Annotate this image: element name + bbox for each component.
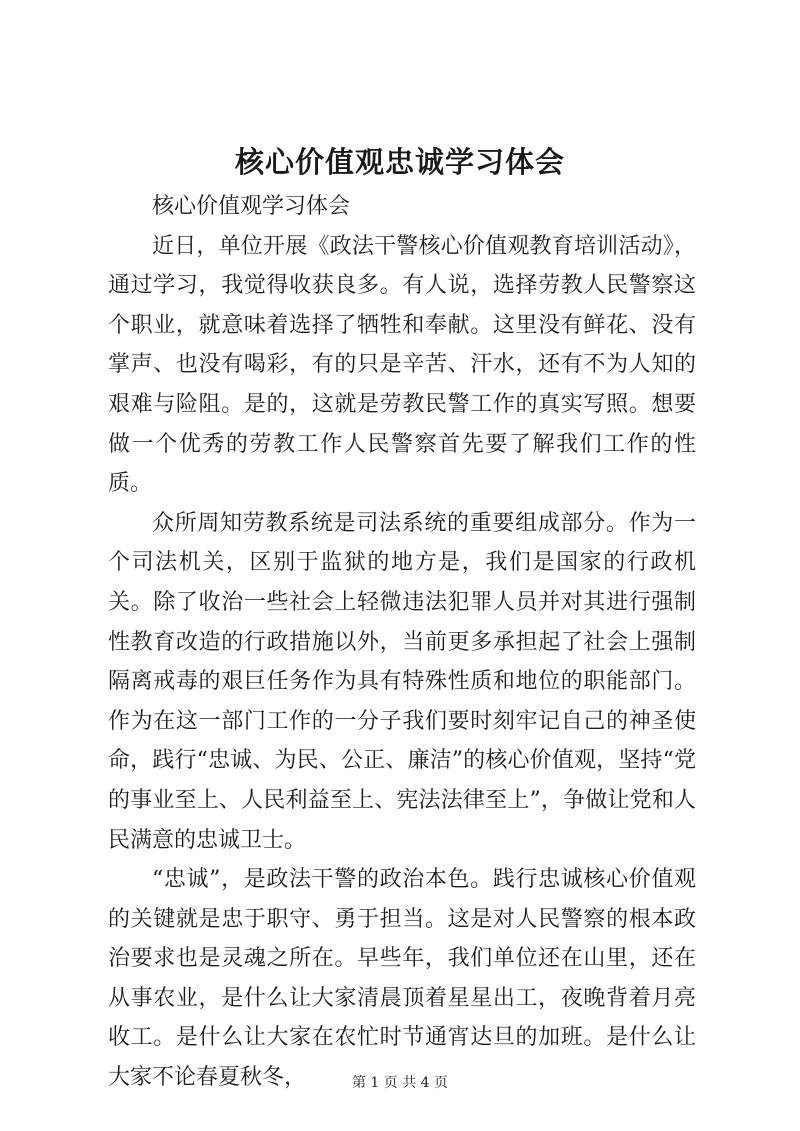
page-number-footer: 第 1 页 共 4 页 — [351, 1075, 449, 1091]
paragraph-1: 近日，单位开展《政法干警核心价值观教育培训活动》，通过学习，我觉得收获良多。有人说，选择劳教人民警察这个职业，就意味着选择了牺牲和奉献。这里没有鲜花、没有掌声、也没有喝彩，有的只是辛苦、汗水，还有不为人知的艰难与险阻。是的，这就是劳教民警工作的真实写照。想要做一个优秀的劳教工作人民警察首先要了解我们工作的性质。 — [108, 233, 696, 497]
paragraph-3: “忠诚”，是政法干警的政治本色。践行忠诚核心价值观的关键就是忠于职守、勇于担当。这是对人民警察的根本政治要求也是灵魂之所在。早些年，我们单位还在山里，还在从事农业，是什么让大家清晨顶着星星出工，夜晚背着月亮收工。是什么让大家在农忙时节通宵达旦的加班。是什么让大家不论春夏秋冬， — [108, 867, 696, 1091]
paragraph-subtitle: 核心价值观学习体会 — [152, 194, 351, 219]
document-title: 核心价值观忠诚学习体会 — [234, 145, 565, 179]
document-body — [108, 187, 696, 1098]
paragraph-2: 众所周知劳教系统是司法系统的重要组成部分。作为一个司法机关，区别于监狱的地方是，我们是国家的行政机关。除了收治一些社会上轻微违法犯罪人员并对其进行强制性教育改造的行政措施以外，当前更多承担起了社会上强制隔离戒毒的艰巨任务作为具有特殊性质和地位的职能部门。作为在这一部门工作的一分子我们要时刻牢记自己的神圣使命，践行“忠诚、为民、公正、廉洁”的核心价值观，坚持“党的事业至上、人民利益至上、宪法法律至上”，争做让党和人民满意的忠诚卫士。 — [108, 510, 696, 853]
